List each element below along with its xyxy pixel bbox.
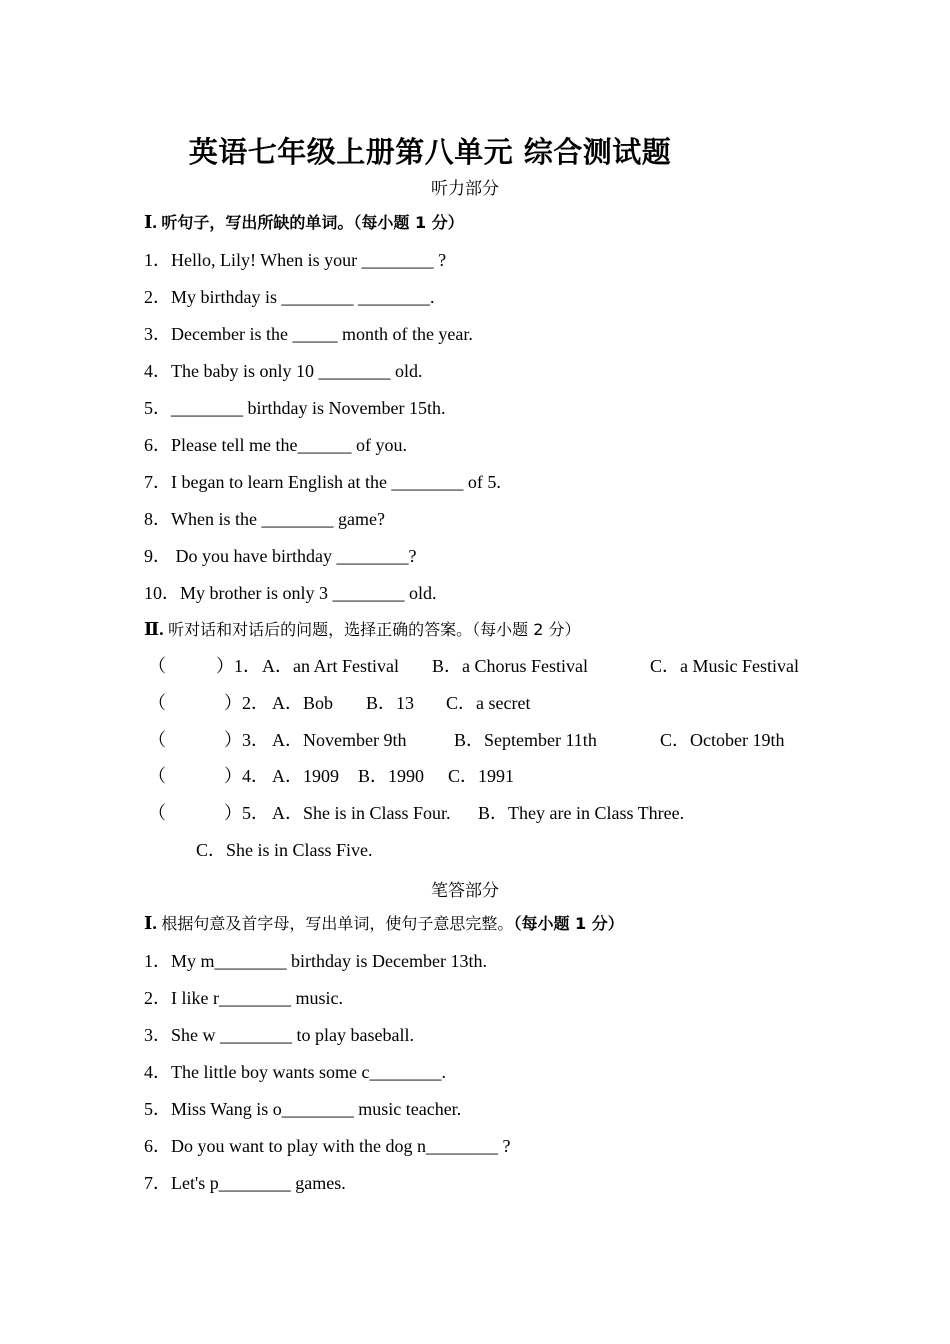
option-a: A．She is in Class Four. (272, 803, 451, 823)
option-a: A．an Art Festival (262, 656, 399, 676)
list-item: 6．Do you want to play with the dog n________ ? (144, 1136, 511, 1156)
list-item: 2．My birthday is ________ ________. (144, 287, 435, 307)
section-points: （每小题 1 分） (513, 914, 624, 933)
question-number: ）2． (224, 693, 269, 713)
section-instruction: 听对话和对话后的问题，选择正确的答案。（每小题 2 分） (168, 620, 581, 639)
option-b: B．1990 (358, 766, 425, 786)
list-item: 7．I began to learn English at the ________ of 5. (144, 472, 501, 492)
answer-bracket-open: （ (148, 803, 166, 824)
listening-section-2-heading (144, 618, 581, 641)
list-item: 5．________ birthday is November 15th. (144, 398, 446, 418)
question-number: ）4． (224, 766, 269, 786)
answer-bracket-open: （ (148, 693, 166, 714)
option-b: B．a Chorus Festival (432, 656, 588, 676)
list-item: 6．Please tell me the______ of you. (144, 435, 407, 455)
writing-heading: 笔答部分 (431, 881, 499, 901)
question-number: ）3． (224, 730, 269, 750)
list-item: 2．I like r________ music. (144, 988, 343, 1008)
list-item: 5．Miss Wang is o________ music teacher. (144, 1099, 462, 1119)
answer-bracket-open: （ (148, 656, 166, 677)
section-instruction: 根据句意及首字母，写出单词，使句子意思完整。 (161, 914, 514, 933)
section-number: Ⅰ. (144, 913, 157, 933)
answer-bracket-open: （ (148, 766, 166, 787)
option-a: A．Bob (272, 693, 334, 713)
list-item: 10．My brother is only 3 ________ old. (144, 583, 437, 603)
listening-heading: 听力部分 (431, 179, 499, 199)
option-c: C．She is in Class Five. (196, 840, 373, 860)
page-title: 英语七年级上册第八单元 综合测试题 (188, 135, 672, 169)
option-b: B．13 (366, 693, 415, 713)
section-number: Ⅰ. (144, 212, 157, 232)
option-c: C．1991 (448, 766, 515, 786)
option-c: C．a Music Festival (650, 656, 799, 676)
list-item: 8．When is the ________ game? (144, 509, 385, 529)
listening-section-1-heading (144, 211, 464, 234)
section-number: Ⅱ. (144, 619, 164, 639)
list-item: 4．The little boy wants some c________. (144, 1062, 446, 1082)
list-item: 4．The baby is only 10 ________ old. (144, 361, 423, 381)
option-a: A．1909 (272, 766, 339, 786)
option-c: C．a secret (446, 693, 531, 713)
list-item: 9． Do you have birthday ________? (144, 546, 417, 566)
question-number: ）1． (216, 656, 261, 676)
option-b: B．They are in Class Three. (478, 803, 685, 823)
list-item: 3．She w ________ to play baseball. (144, 1025, 414, 1045)
option-a: A．November 9th (272, 730, 407, 750)
list-item: 7．Let's p________ games. (144, 1173, 346, 1193)
section-instruction: 听句子，写出所缺的单词。（每小题 1 分） (161, 213, 464, 232)
list-item: 3．December is the _____ month of the year. (144, 324, 473, 344)
option-c: C．October 19th (660, 730, 785, 750)
option-b: B．September 11th (454, 730, 597, 750)
question-number: ）5． (224, 803, 269, 823)
list-item: 1．Hello, Lily! When is your ________ ? (144, 250, 447, 270)
answer-bracket-open: （ (148, 730, 166, 751)
writing-section-1-heading (144, 912, 624, 935)
list-item: 1．My m________ birthday is December 13th. (144, 951, 487, 971)
